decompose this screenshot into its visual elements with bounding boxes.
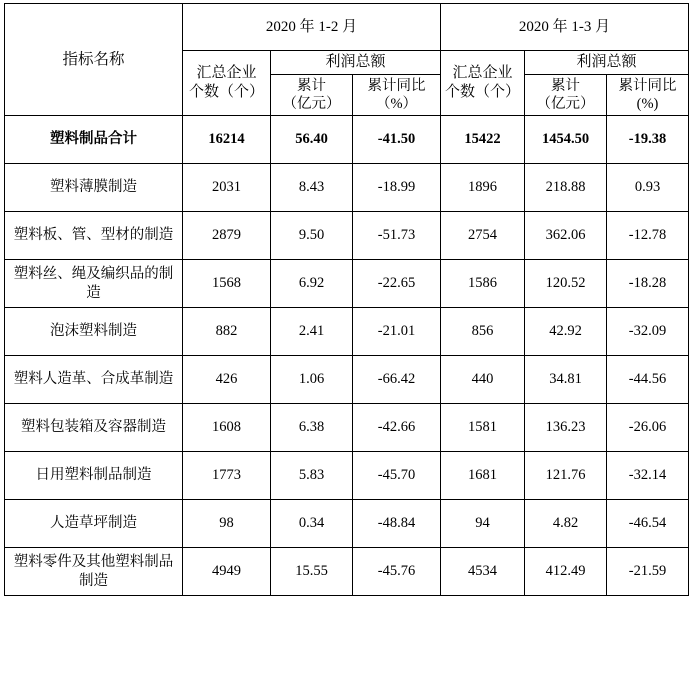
cell-p1-yoy: -21.01 (353, 308, 441, 356)
table-row (5, 116, 689, 164)
cell-p1-count: 98 (183, 500, 271, 548)
table-row (5, 548, 689, 596)
plastics-profit-statistics-table (4, 3, 689, 596)
cell-p1-cumulative: 6.38 (271, 404, 353, 452)
cell-p1-yoy: -22.65 (353, 260, 441, 308)
cell-p1-cumulative: 15.55 (271, 548, 353, 596)
cell-p1-yoy: -18.99 (353, 164, 441, 212)
cell-p2-cumulative: 34.81 (525, 356, 607, 404)
cell-p2-cumulative: 42.92 (525, 308, 607, 356)
cell-p2-count: 440 (441, 356, 525, 404)
header-period-1: 2020 年 1-2 月 (183, 4, 441, 51)
table-row (5, 260, 689, 308)
header-yoy-2: 累计同比(%) (607, 74, 689, 115)
header-profit-total-2: 利润总额 (525, 51, 689, 75)
row-label: 塑料丝、绳及编织品的制造 (5, 260, 183, 308)
row-label: 塑料薄膜制造 (5, 164, 183, 212)
header-yoy-1 (353, 74, 441, 115)
header-cumulative-2-line2: （亿元） (536, 95, 595, 112)
cell-p2-yoy: -12.78 (607, 212, 689, 260)
table-row (5, 356, 689, 404)
table-row (5, 452, 689, 500)
header-cumulative-2-line1: 累计 (551, 77, 580, 94)
cell-p2-cumulative: 136.23 (525, 404, 607, 452)
cell-p1-yoy: -48.84 (353, 500, 441, 548)
cell-p1-count: 882 (183, 308, 271, 356)
row-label: 塑料零件及其他塑料制品制造 (5, 548, 183, 596)
header-cumulative-2 (525, 74, 607, 115)
cell-p1-count: 1568 (183, 260, 271, 308)
cell-p1-count: 426 (183, 356, 271, 404)
cell-p1-count: 16214 (183, 116, 271, 164)
cell-p2-cumulative: 121.76 (525, 452, 607, 500)
header-enterprise-count-1-line2: 个数（个） (188, 84, 264, 100)
cell-p2-count: 1581 (441, 404, 525, 452)
header-enterprise-count-2-line1: 汇总企业 (452, 65, 513, 82)
cell-p1-yoy: -66.42 (353, 356, 441, 404)
row-label: 塑料包装箱及容器制造 (5, 404, 183, 452)
header-enterprise-count-1 (183, 51, 271, 116)
cell-p1-cumulative: 5.83 (271, 452, 353, 500)
cell-p2-count: 1681 (441, 452, 525, 500)
cell-p1-yoy: -41.50 (353, 116, 441, 164)
row-label: 塑料人造革、合成革制造 (5, 356, 183, 404)
cell-p2-count: 1896 (441, 164, 525, 212)
cell-p1-cumulative: 0.34 (271, 500, 353, 548)
header-cumulative-1-line2: （亿元） (282, 95, 341, 112)
cell-p1-cumulative: 8.43 (271, 164, 353, 212)
cell-p1-yoy: -45.70 (353, 452, 441, 500)
cell-p2-count: 15422 (441, 116, 525, 164)
cell-p1-cumulative: 2.41 (271, 308, 353, 356)
cell-p1-yoy: -42.66 (353, 404, 441, 452)
cell-p2-yoy: -19.38 (607, 116, 689, 164)
cell-p2-count: 1586 (441, 260, 525, 308)
cell-p1-cumulative: 6.92 (271, 260, 353, 308)
cell-p2-cumulative: 4.82 (525, 500, 607, 548)
table-row (5, 404, 689, 452)
header-row-periods (5, 4, 689, 51)
cell-p2-yoy: -46.54 (607, 500, 689, 548)
header-period-2: 2020 年 1-3 月 (441, 4, 689, 51)
cell-p2-count: 94 (441, 500, 525, 548)
cell-p2-cumulative: 362.06 (525, 212, 607, 260)
header-yoy-1-line1: 累计同比 (367, 77, 426, 94)
table-header (5, 4, 689, 116)
header-enterprise-count-2-line2: 个数（个） (444, 84, 520, 100)
table-row (5, 500, 689, 548)
cell-p1-count: 2031 (183, 164, 271, 212)
cell-p2-yoy: -32.09 (607, 308, 689, 356)
cell-p1-yoy: -45.76 (353, 548, 441, 596)
header-indicator-name: 指标名称 (5, 4, 183, 116)
cell-p2-cumulative: 1454.50 (525, 116, 607, 164)
header-yoy-1-line2: （%） (375, 95, 418, 112)
row-label: 塑料板、管、型材的制造 (5, 212, 183, 260)
cell-p2-count: 4534 (441, 548, 525, 596)
cell-p1-count: 2879 (183, 212, 271, 260)
cell-p2-yoy: -44.56 (607, 356, 689, 404)
cell-p2-count: 856 (441, 308, 525, 356)
cell-p1-count: 1608 (183, 404, 271, 452)
cell-p1-cumulative: 1.06 (271, 356, 353, 404)
cell-p2-yoy: -32.14 (607, 452, 689, 500)
cell-p2-yoy: -26.06 (607, 404, 689, 452)
cell-p1-count: 1773 (183, 452, 271, 500)
table-row (5, 308, 689, 356)
row-label: 日用塑料制品制造 (5, 452, 183, 500)
header-enterprise-count-2 (441, 51, 525, 116)
row-label: 泡沫塑料制造 (5, 308, 183, 356)
row-label: 人造草坪制造 (5, 500, 183, 548)
cell-p2-yoy: -18.28 (607, 260, 689, 308)
cell-p1-yoy: -51.73 (353, 212, 441, 260)
cell-p1-cumulative: 9.50 (271, 212, 353, 260)
header-cumulative-1-line1: 累计 (297, 77, 326, 94)
cell-p2-cumulative: 218.88 (525, 164, 607, 212)
table-body (5, 116, 689, 596)
cell-p2-yoy: 0.93 (607, 164, 689, 212)
header-profit-total-1: 利润总额 (271, 51, 441, 75)
table-row (5, 164, 689, 212)
cell-p2-cumulative: 120.52 (525, 260, 607, 308)
table-row (5, 212, 689, 260)
cell-p1-cumulative: 56.40 (271, 116, 353, 164)
cell-p2-count: 2754 (441, 212, 525, 260)
cell-p2-cumulative: 412.49 (525, 548, 607, 596)
header-cumulative-1 (271, 74, 353, 115)
row-label: 塑料制品合计 (5, 116, 183, 164)
cell-p1-count: 4949 (183, 548, 271, 596)
header-enterprise-count-1-line1: 汇总企业 (196, 65, 257, 82)
cell-p2-yoy: -21.59 (607, 548, 689, 596)
